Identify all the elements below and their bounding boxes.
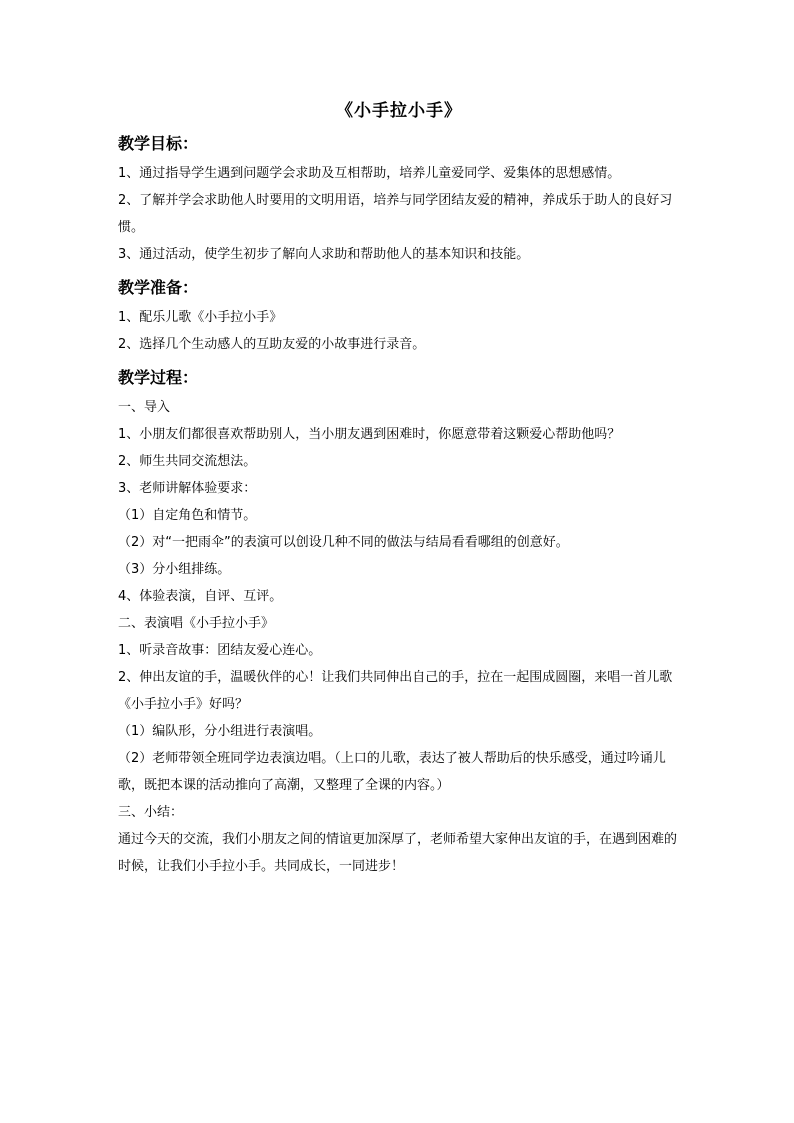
paragraph: （2）对“一把雨伞”的表演可以创设几种不同的做法与结局看看哪组的创意好。 (118, 535, 569, 550)
paragraph: （3）分小组排练。 (118, 562, 231, 577)
paragraph: 4、体验表演，自评、互评。 (118, 589, 283, 604)
paragraph: （2）老师带领全班同学边表演边唱。（上口的儿歌，表达了被人帮助后的快乐感受，通过吟诵儿歌，既把本课的活动推向了高潮，又整理了全课的内容。） (118, 751, 666, 793)
paragraph: 1、配乐儿歌《小手拉小手》 (118, 310, 283, 325)
paragraph: （1）自定角色和情节。 (118, 508, 257, 523)
paragraph: 二、表演唱《小手拉小手》 (118, 616, 275, 631)
paragraph: 1、小朋友们都很喜欢帮助别人，当小朋友遇到困难时，你愿意带着这颗爱心帮助他吗？ (118, 427, 621, 442)
document-title: 《小手拉小手》 (336, 101, 462, 121)
section-heading: 教学目标： (118, 134, 199, 153)
section-process (118, 366, 680, 880)
section-heading: 教学过程： (118, 368, 199, 387)
document-page (118, 98, 680, 880)
section-objectives (118, 132, 680, 268)
paragraph: 2、选择几个生动感人的互助友爱的小故事进行录音。 (118, 337, 426, 352)
paragraph: 1、听录音故事：团结友爱心连心。 (118, 643, 322, 658)
paragraph: 3、通过活动，使学生初步了解向人求助和帮助他人的基本知识和技能。 (118, 247, 530, 262)
paragraph: 2、伸出友谊的手，温暖伙伴的心！让我们共同伸出自己的手，拉在一起围成圆圈，来唱一首儿歌《小手拉小手》好吗？ (118, 670, 673, 712)
paragraph: 3、老师讲解体验要求： (118, 481, 257, 496)
paragraph: 2、师生共同交流想法。 (118, 454, 257, 469)
section-heading: 教学准备： (118, 278, 199, 297)
paragraph: 2、了解并学会求助他人时要用的文明用语，培养与同学团结友爱的精神，养成乐于助人的良好习惯。 (118, 193, 673, 235)
paragraph: 一、导入 (118, 400, 171, 415)
section-preparation (118, 276, 680, 358)
paragraph: 三、小结： (118, 805, 184, 820)
paragraph: （1）编队形，分小组进行表演唱。 (118, 724, 322, 739)
paragraph: 1、通过指导学生遇到问题学会求助及互相帮助，培养儿童爱同学、爱集体的思想感情。 (118, 166, 621, 181)
paragraph: 通过今天的交流，我们小朋友之间的情谊更加深厚了，老师希望大家伸出友谊的手，在遇到困难的时候，让我们小手拉小手。共同成长，一同进步！ (118, 832, 678, 874)
